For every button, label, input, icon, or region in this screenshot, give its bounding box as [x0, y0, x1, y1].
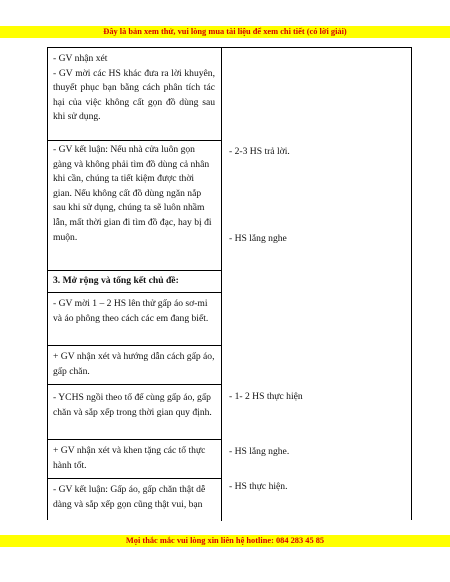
teacher-cell-4: [53, 297, 215, 326]
row-divider: [48, 384, 221, 385]
column-divider: [221, 48, 222, 521]
row-divider: [48, 292, 221, 293]
teacher-cell-8: [53, 483, 215, 512]
text-paragraph: + GV nhận xét và khen tặng các tổ thực hành tốt.: [53, 445, 206, 471]
student-response-1: - 2-3 HS trả lời.: [229, 146, 290, 157]
student-response-5: - HS thực hiện.: [229, 481, 288, 492]
teacher-cell-5: [53, 350, 215, 379]
row-divider: [48, 478, 221, 479]
row-divider: [48, 345, 221, 346]
text-paragraph: - GV mời 1 – 2 HS lên thử gấp áo sơ-mi và áo phông theo cách các em đang biết.: [53, 298, 209, 324]
text-paragraph: - GV kết luận: Gấp áo, gấp chăn thật dễ dàng và sắp xếp gọn cũng thật vui, bạn: [53, 484, 206, 510]
text-paragraph: - YCHS ngồi theo tổ để cùng gấp áo, gấp chăn và sắp xếp trong thời gian quy định.: [53, 392, 212, 418]
preview-banner: Đây là bản xem thử, vui lòng mua tài liệu để xem chi tiết (có lời giải): [0, 26, 450, 38]
row-divider: [48, 140, 221, 141]
lesson-table: [47, 47, 412, 520]
student-response-4: - HS lắng nghe.: [229, 446, 290, 457]
row-divider: [48, 270, 221, 271]
section-heading: 3. Mở rộng và tổng kết chủ đề:: [53, 275, 179, 286]
text-paragraph: + GV nhận xét và hướng dẫn cách gấp áo, gấp chăn.: [53, 351, 215, 377]
teacher-cell-2: [53, 143, 215, 245]
teacher-cell-1: [53, 52, 215, 125]
text-paragraph: - GV mời các HS khác đưa ra lời khuyên, thuyết phục bạn bằng cách phân tích tác hại của việc không cất gọn đồ dùng sau khi sử dụng.: [53, 67, 215, 123]
section-heading-cell: [53, 274, 215, 289]
row-divider: [48, 439, 221, 440]
teacher-cell-6: [53, 391, 215, 420]
student-response-2: - HS lắng nghe: [229, 233, 287, 244]
student-response-3: - 1- 2 HS thực hiện: [229, 391, 303, 402]
text-paragraph: - GV kết luận: Nếu nhà cửa luôn gọn gàng và không phải tìm đồ dùng cả nhân khi cần, chúng ta tiết kiệm được thời gian. Nếu không cất đồ dùng ngăn nắp sau khi sử dụng, chúng ta sẽ luôn nhầm lẫn, mất thời gian đi tìm đồ đạc, hay bị đi muộn.: [53, 144, 212, 243]
hotline-banner: Mọi thắc mắc vui lòng xin liên hệ hotline: 084 283 45 85: [0, 535, 450, 547]
teacher-cell-7: [53, 444, 215, 473]
text-line: - GV nhận xét: [53, 53, 108, 64]
